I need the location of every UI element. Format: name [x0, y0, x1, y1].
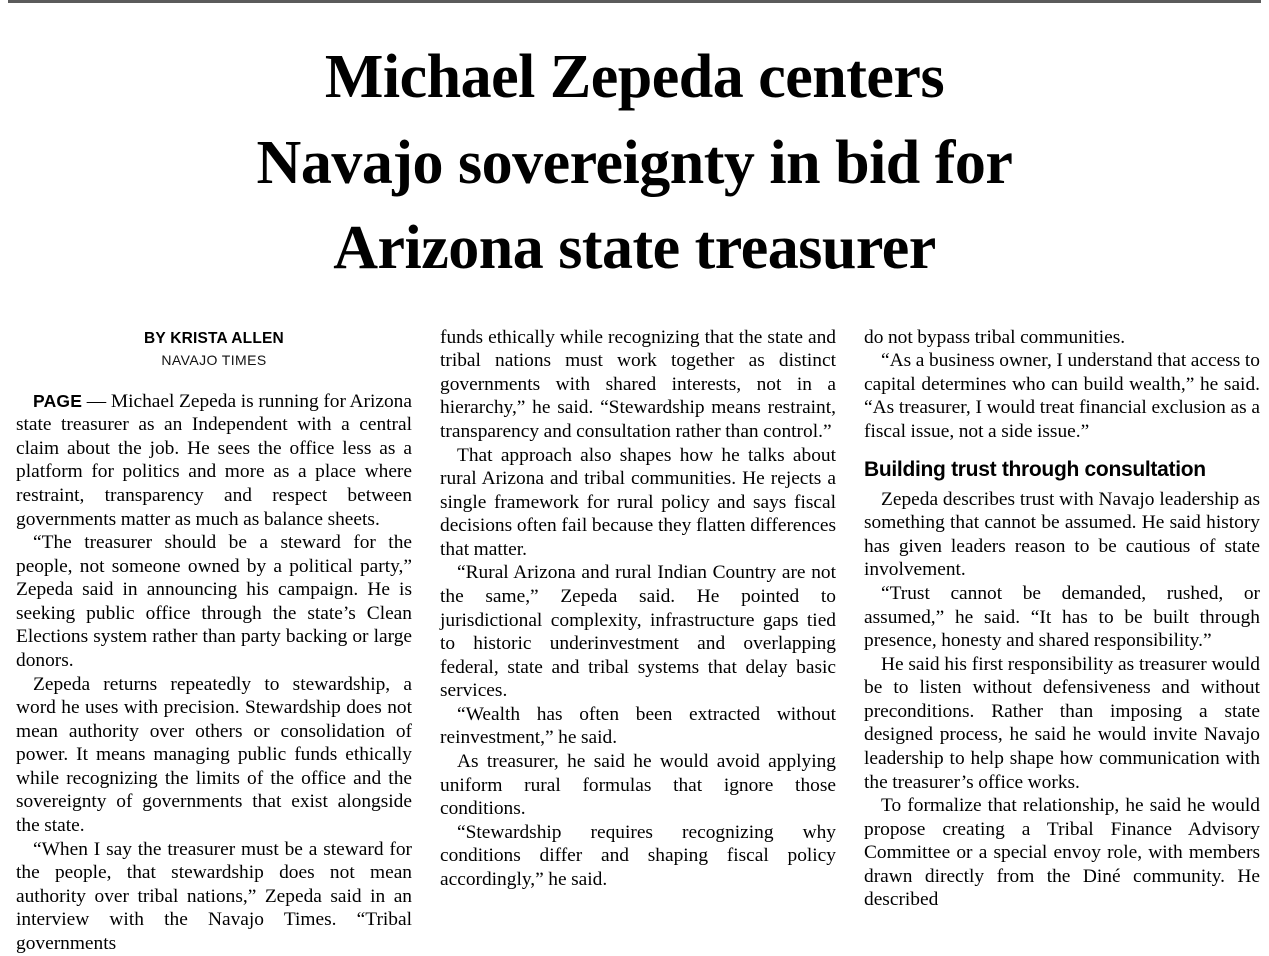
paragraph: Zepeda describes trust with Navajo leadership as something that cannot be assumed. He said history has given leaders reason to be cautious of state involvement. [864, 488, 1260, 581]
column-two [440, 326, 836, 956]
paragraph: “Trust cannot be demanded, rushed, or assumed,” he said. “It has to be built through presence, honesty and shared responsibility.” [864, 582, 1260, 652]
headline-line-2: Navajo sovereignty in bid for [256, 128, 1013, 197]
paragraph: funds ethically while recognizing that the state and tribal nations must work together as distinct governments with shared interests, not in a hierarchy,” he said. “Stewardship means restraint, transparency and consultation rather than control.” [440, 326, 836, 442]
paragraph: To formalize that relationship, he said he would propose creating a Tribal Finance Advisory Committee or a special envoy role, with members drawn directly from the Diné community. He described [864, 795, 1260, 911]
paragraph: “Rural Arizona and rural Indian Country are not the same,” Zepeda said. He pointed to jurisdictional complexity, infrastructure gaps tied to historic underinvestment and overlapping federal, state and tribal systems that delay basic services. [440, 562, 836, 702]
page-title [48, 35, 1221, 292]
paragraph: do not bypass tribal communities. [864, 326, 1126, 348]
paragraph: “The treasurer should be a steward for the people, not someone owned by a political party,” Zepeda said in announcing his campaign. He is seeking public office through the state’s Clean Elections system rather than party backing or large donors. [16, 532, 412, 671]
paragraph: He said his first responsibility as treasurer would be to listen without defensiveness and without preconditions. Rather than imposing a state designed process, he said he would invite Navajo leadership to help shape how communication with the treasurer’s office works. [864, 653, 1260, 793]
paragraph [16, 390, 412, 531]
paragraph-text: — Michael Zepeda is running for Arizona state treasurer as an Independent with a central claim about the job. He sees the office less as a platform for politics and more as a place where restraint, transparency and respect between governments matter as much as balance sheets. [16, 390, 412, 530]
paragraph: “Stewardship requires recognizing why conditions differ and shaping fiscal policy accordingly,” he said. [440, 821, 836, 890]
byline-author: BY KRISTA ALLEN [144, 329, 284, 347]
byline-organization: NAVAJO TIMES [161, 351, 267, 368]
column-one [16, 326, 412, 956]
section-subhead: Building trust through consultation [864, 457, 1206, 481]
column-three [864, 326, 1260, 956]
headline-line-3: Arizona state treasurer [333, 214, 936, 283]
top-rule [8, 0, 1261, 3]
paragraph: “When I say the treasurer must be a steward for the people, that stewardship does not mean authority over tribal nations,” Zepeda said in an interview with the Navajo Times. “Tribal governments [16, 838, 412, 954]
dateline: PAGE [33, 390, 83, 411]
paragraph: As treasurer, he said he would avoid applying uniform rural formulas that ignore those conditions. [440, 751, 836, 820]
paragraph: That approach also shapes how he talks about rural Arizona and tribal communities. He rejects a single framework for rural policy and says fiscal decisions often fail because they flatten differences that matter. [440, 444, 836, 560]
paragraph: “Wealth has often been extracted without reinvestment,” he said. [440, 703, 836, 749]
article-columns [8, 326, 1261, 956]
paragraph: Zepeda returns repeatedly to stewardship, a word he uses with precision. Stewardship does not mean authority over others or consolidation of power. It means managing public funds ethically while recognizing the limits of the office and the sovereignty of governments that exist alongside the state. [16, 673, 412, 837]
headline-line-1: Michael Zepeda centers [324, 43, 945, 111]
paragraph: “As a business owner, I understand that access to capital determines who can build wealth,” he said. “As treasurer, I would treat financial exclusion as a fiscal issue, not a side issue.” [864, 350, 1260, 442]
